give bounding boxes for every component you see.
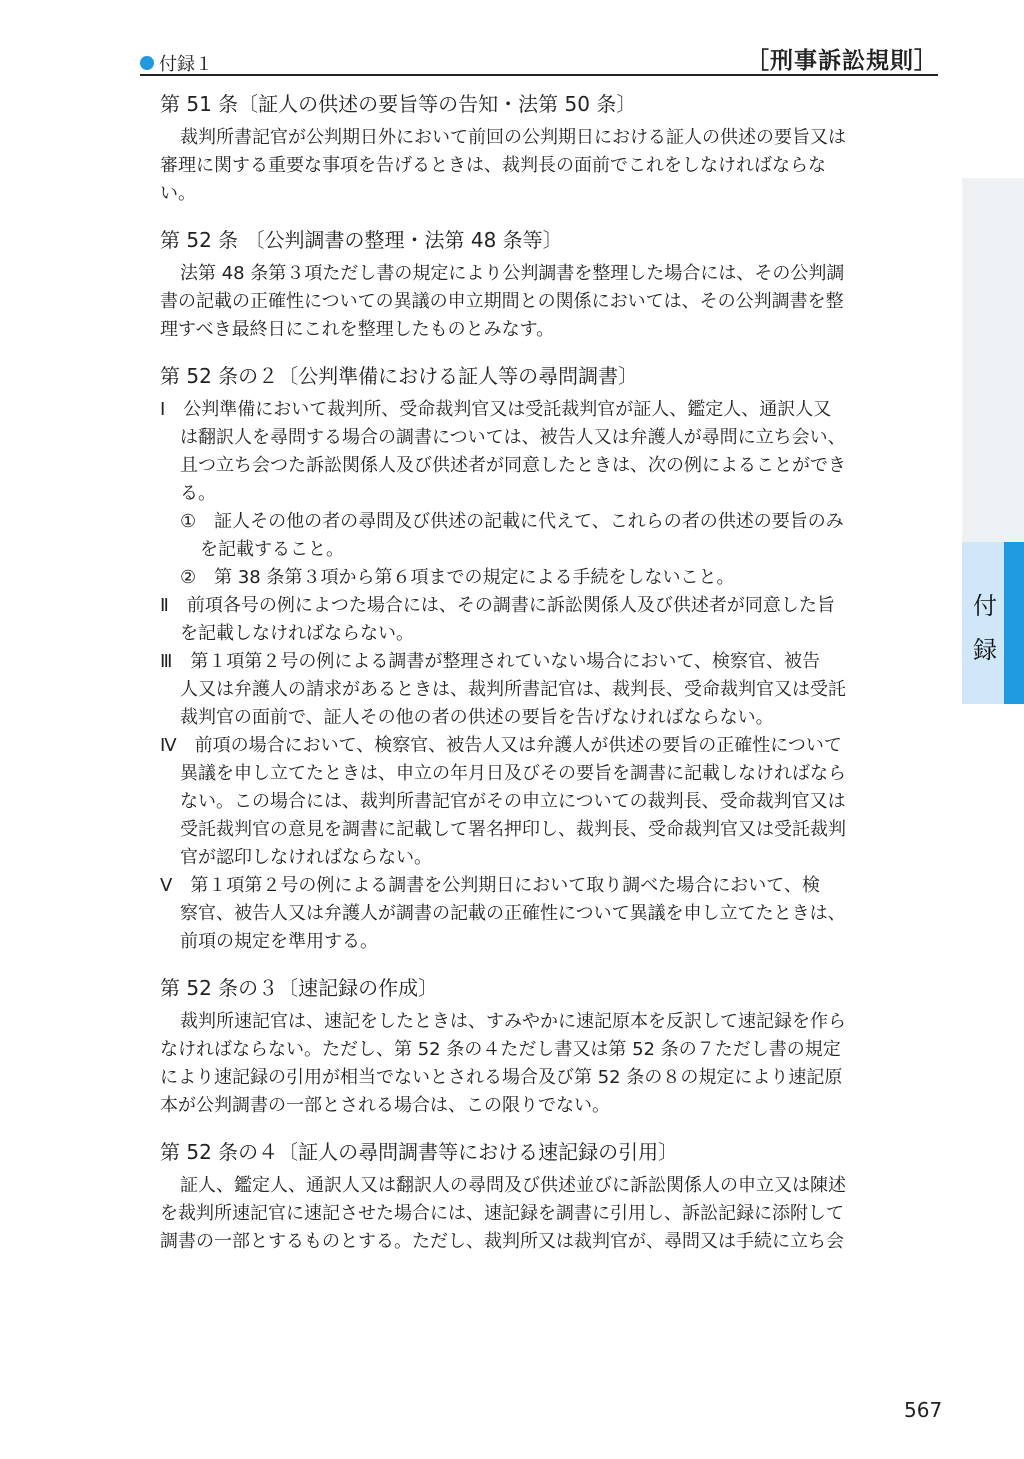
- appendix-side-tab: [962, 542, 1024, 704]
- paragraph-line: を記載しなければならない。: [180, 623, 414, 644]
- article-52-2: [160, 360, 920, 956]
- article-heading: 第 52 条の４〔証人の尋問調書等における速記録の引用〕: [160, 1140, 679, 1164]
- paragraph-line: 人又は弁護人の請求があるときは、裁判所書記官は、裁判長、受命裁判官又は受託: [180, 679, 846, 700]
- item-line: ① 証人その他の者の尋問及び供述の記載に代えて、これらの者の供述の要旨のみ: [180, 511, 844, 532]
- body-line: 本が公判調書の一部とされる場合は、この限りでない。: [160, 1095, 610, 1116]
- paragraph-line: Ⅰ 公判準備において裁判所、受命裁判官又は受託裁判官が証人、鑑定人、通訳人又: [160, 399, 832, 420]
- article-heading: 第 52 条 〔公判調書の整理・法第 48 条等〕: [160, 228, 563, 252]
- paragraph-line: 受託裁判官の意見を調書に記載して署名押印し、裁判長、受命裁判官又は受託裁判: [180, 819, 846, 840]
- body-line: 裁判所書記官が公判期日外において前回の公判期日における証人の供述の要旨又は: [180, 127, 846, 148]
- book-title: ［刑事訴訟規則］: [746, 48, 938, 74]
- paragraph-line: 察官、被告人又は弁護人が調書の記載の正確性について異議を申し立てたときは、: [180, 903, 846, 924]
- paragraph-line: ない。この場合には、裁判所書記官がその申立についての裁判長、受命裁判官又は: [180, 791, 846, 812]
- body-line: 法第 48 条第３項ただし書の規定により公判調書を整理した場合には、その公判調: [180, 263, 845, 284]
- paragraph-line: 官が認印しなければならない。: [180, 847, 432, 868]
- paragraph-line: Ⅲ 第１項第２号の例による調書が整理されていない場合において、検察官、被告: [160, 651, 821, 672]
- body-line: 書の記載の正確性についての異議の申立期間との関係においては、その公判調書を整: [160, 291, 844, 312]
- article-heading: 第 51 条〔証人の供述の要旨等の告知・法第 50 条〕: [160, 92, 637, 116]
- side-tab-char-2: 録: [973, 636, 997, 664]
- article-52: [160, 224, 920, 344]
- item-line: ② 第 38 条第３項から第６項までの規定による手続をしないこと。: [180, 567, 735, 588]
- article-heading: 第 52 条の３〔速記録の作成〕: [160, 976, 439, 1000]
- side-tab-strip: [1004, 542, 1024, 704]
- paragraph-line: る。: [180, 483, 216, 504]
- paragraph-line: Ⅳ 前項の場合において、検察官、被告人又は弁護人が供述の要旨の正確性について: [160, 735, 842, 756]
- body-line: い。: [160, 183, 196, 204]
- paragraph-line: 裁判官の面前で、証人その他の者の供述の要旨を告げなければならない。: [180, 707, 774, 728]
- section-label-text: 付録１: [159, 54, 213, 75]
- body-line: により速記録の引用が相当でないとされる場合及び第 52 条の８の規定により速記原: [160, 1067, 843, 1088]
- article-52-3: [160, 972, 920, 1120]
- paragraph-line: 且つ立ち会つた訴訟関係人及び供述者が同意したときは、次の例によることができ: [180, 455, 846, 476]
- article-51: [160, 88, 920, 208]
- bullet-dot-icon: [140, 56, 154, 70]
- body-line: を裁判所速記官に速記させた場合には、速記録を調書に引用し、訴訟記録に添附して: [160, 1203, 844, 1224]
- section-label: [140, 50, 213, 76]
- main-content: [160, 88, 920, 1272]
- paragraph-line: 前項の規定を準用する。: [180, 931, 378, 952]
- body-line: 審理に関する重要な事項を告げるときは、裁判長の面前でこれをしなければならな: [160, 155, 826, 176]
- page-number: 567: [904, 1398, 943, 1422]
- paragraph-line: は翻訳人を尋問する場合の調書については、被告人又は弁護人が尋問に立ち会い、: [180, 427, 846, 448]
- body-line: 証人、鑑定人、通訳人又は翻訳人の尋問及び供述並びに訴訟関係人の申立又は陳述: [180, 1175, 846, 1196]
- body-line: 調書の一部とするものとする。ただし、裁判所又は裁判官が、尋問又は手続に立ち会: [160, 1231, 844, 1252]
- article-heading: 第 52 条の２〔公判準備における証人等の尋問調書〕: [160, 364, 639, 388]
- article-52-4: [160, 1136, 920, 1256]
- body-line: 裁判所速記官は、速記をしたときは、すみやかに速記原本を反訳して速記録を作ら: [180, 1011, 846, 1032]
- paragraph-line: Ⅴ 第１項第２号の例による調書を公判期日において取り調べた場合において、検: [160, 875, 820, 896]
- side-tab-char-1: 付: [973, 592, 997, 620]
- paragraph-line: Ⅱ 前項各号の例によつた場合には、その調書に訴訟関係人及び供述者が同意した旨: [160, 595, 835, 616]
- body-line: 理すべき最終日にこれを整理したものとみなす。: [160, 319, 555, 340]
- paragraph-line: 異議を申し立てたときは、申立の年月日及びその要旨を調書に記載しなければなら: [180, 763, 846, 784]
- page-header: [140, 42, 938, 76]
- body-line: なければならない。ただし、第 52 条の４ただし書又は第 52 条の７ただし書の規定: [160, 1039, 841, 1060]
- item-line: を記載すること。: [200, 539, 344, 560]
